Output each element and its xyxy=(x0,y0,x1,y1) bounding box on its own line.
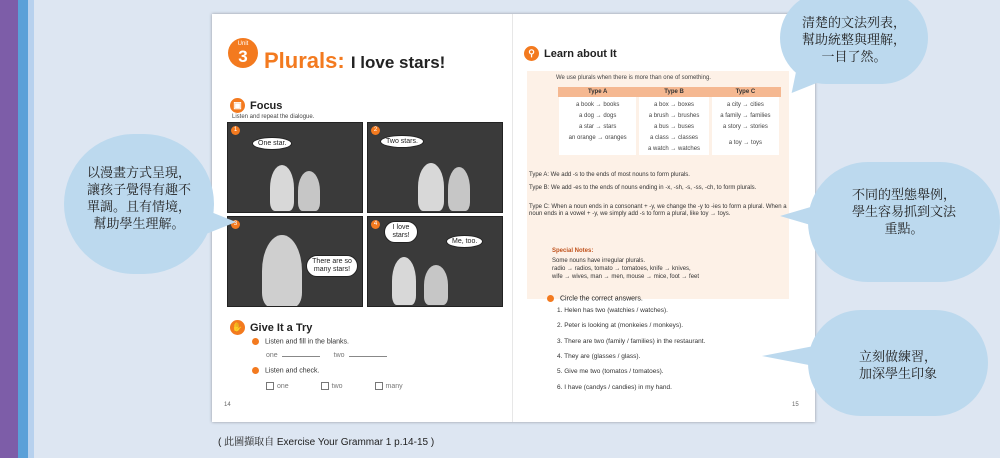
checkbox[interactable] xyxy=(321,382,329,390)
callout-tail xyxy=(762,346,814,366)
blank-input[interactable] xyxy=(349,356,387,357)
child-figure xyxy=(262,235,302,307)
speech-bubble xyxy=(380,135,424,148)
panel-number: 3 xyxy=(231,220,240,229)
focus-heading-text: Focus xyxy=(250,99,283,112)
page-number-left: 14 xyxy=(224,402,231,408)
plural-example: a book → books xyxy=(575,102,620,108)
notes-line: wife → wives, man → men, mouse → mice, foot → feet xyxy=(552,274,700,280)
task-2-text: Listen and check. xyxy=(264,367,320,375)
speech-bubble: I love stars! xyxy=(384,221,418,243)
child-figure xyxy=(392,257,416,305)
plural-example: a toy → toys xyxy=(728,140,763,146)
title-sub: I love stars! xyxy=(350,53,446,72)
blank-label-two: two xyxy=(333,352,345,359)
hand-icon: ✋ xyxy=(230,320,245,335)
panel-number: 2 xyxy=(371,126,380,135)
callout-examples xyxy=(808,162,1000,282)
speech-bubble: There are so many stars! xyxy=(306,255,358,277)
comic-panel-2 xyxy=(367,122,503,213)
blank-label-one: one xyxy=(266,352,278,359)
option-one: one xyxy=(277,382,289,390)
callout-text: 立刻做練習， 加深學生印象 xyxy=(858,349,937,381)
notes-line: Some nouns have irregular plurals. xyxy=(552,258,646,264)
option-two: two xyxy=(331,382,343,390)
unit-label: Unit xyxy=(237,41,249,47)
option-many: many xyxy=(385,382,403,390)
callout-tail xyxy=(206,210,236,234)
col-c-cell xyxy=(710,97,780,155)
give-it-a-try-text: Give It a Try xyxy=(250,321,313,334)
callout-text: 清楚的文法列表， 幫助統整與理解， 一目了然。 xyxy=(801,15,906,64)
col-b-cell xyxy=(638,97,710,155)
side-stripe-light xyxy=(28,0,34,458)
check-options-row xyxy=(266,382,403,390)
magnifier-icon: ⚲ xyxy=(524,46,539,61)
learn-intro: We use plurals when there is more than one of something. xyxy=(556,75,711,81)
plural-example: a star → stars xyxy=(579,124,617,130)
plural-example: a watch → watches xyxy=(648,146,701,152)
plural-table xyxy=(556,87,782,155)
special-notes-title: Special Notes: xyxy=(552,248,594,254)
plural-example: a bus → buses xyxy=(654,124,695,130)
callout-text: 以漫畫方式呈現， 讓孩子覺得有趣不 單調。且有情境， 幫助學生理解。 xyxy=(86,165,191,231)
child-figure xyxy=(448,167,470,211)
exercise-item: 1. Helen has two (watchies / watches). xyxy=(557,307,668,314)
page-spine xyxy=(512,14,513,422)
book-icon: ▣ xyxy=(230,98,245,113)
exercise-title xyxy=(547,295,643,302)
callout-practice xyxy=(808,310,988,416)
speech-bubble: One star. xyxy=(252,137,292,150)
exercise-item: 2. Peter is looking at (monkeies / monkeys). xyxy=(557,322,684,329)
textbook-spread xyxy=(212,14,815,422)
exercise-title-text: Circle the correct answers. xyxy=(559,295,643,303)
unit-number: 3 xyxy=(238,47,248,66)
unit-badge xyxy=(228,38,258,68)
page-number-right: 15 xyxy=(792,402,799,408)
child-figure xyxy=(270,165,294,211)
side-stripe-purple xyxy=(0,0,18,458)
bullet-icon xyxy=(252,338,259,345)
fill-blanks-row xyxy=(266,352,387,359)
exercise-item: 5. Give me two (tomatos / tomatoes). xyxy=(557,368,664,375)
comic-panel-1 xyxy=(227,122,363,213)
plural-example: a family → families xyxy=(720,113,771,119)
blank-input[interactable] xyxy=(282,356,320,357)
plural-example: an orange → oranges xyxy=(568,135,627,141)
plural-example: a story → stories xyxy=(722,124,768,130)
side-stripe-blue xyxy=(18,0,28,458)
col-header-a: Type A xyxy=(558,87,638,97)
exercise-item: 6. I have (candys / candies) in my hand. xyxy=(557,384,672,391)
plural-example: a dog → dogs xyxy=(578,113,617,119)
checkbox[interactable] xyxy=(375,382,383,390)
task-1-text: Listen and fill in the blanks. xyxy=(264,338,350,346)
checkbox[interactable] xyxy=(266,382,274,390)
special-notes xyxy=(552,257,699,281)
rule-type-b: Type B: We add -es to the ends of nouns ending in -x, -sh, -s, -ss, -ch, to form plurals. xyxy=(529,185,757,191)
callout-tail xyxy=(780,206,814,226)
comic-panel-4 xyxy=(367,216,503,307)
notes-line: radio → radios, tomato → tomatoes, knife → knives, xyxy=(552,266,691,272)
title-main: Plurals: xyxy=(264,48,345,73)
bullet-icon xyxy=(252,367,259,374)
exercise-item: 3. There are two (family / families) in the restaurant. xyxy=(557,338,706,345)
rule-type-c: Type C: When a noun ends in a consonant + -y, we change the -y to -ies to form a plural. When a noun ends in a vowel + -y, we simply add -s to form a plural, like toy → toys. xyxy=(529,204,787,217)
learn-heading xyxy=(524,46,617,61)
child-figure xyxy=(298,171,320,211)
give-it-a-try-heading xyxy=(230,320,312,335)
child-figure xyxy=(418,163,444,211)
col-a-cell xyxy=(558,97,638,155)
child-figure xyxy=(424,265,448,305)
plural-example: a class → classes xyxy=(650,135,699,141)
focus-heading xyxy=(230,98,282,113)
speech-bubble: Me, too. xyxy=(446,235,483,248)
learn-heading-text: Learn about It xyxy=(544,47,617,60)
panel-number: 4 xyxy=(371,220,380,229)
lesson-title xyxy=(264,48,445,74)
plural-example: a city → cities xyxy=(726,102,764,108)
col-header-b: Type B xyxy=(638,87,710,97)
callout-text: 不同的型態舉例， 學生容易抓到文法 重點。 xyxy=(851,187,956,236)
exercise-item: 4. They are (glasses / glass). xyxy=(557,353,641,360)
panel-number: 1 xyxy=(231,126,240,135)
task-2 xyxy=(252,367,319,374)
image-caption: ( 此圖擷取自 Exercise Your Grammar 1 p.14-15 ) xyxy=(218,437,435,448)
rule-type-a: Type A: We add -s to the ends of most nouns to form plurals. xyxy=(529,172,690,178)
bubble-text: Two stars. xyxy=(386,138,418,145)
bullet-icon xyxy=(547,295,554,302)
comic-panel-3 xyxy=(227,216,363,307)
task-1 xyxy=(252,338,349,345)
col-header-c: Type C xyxy=(710,87,780,97)
focus-instruction: Listen and repeat the dialogue. xyxy=(232,114,315,120)
plural-example: a box → boxes xyxy=(654,102,695,108)
plural-example: a brush → brushes xyxy=(648,113,700,119)
callout-comics xyxy=(64,134,214,274)
